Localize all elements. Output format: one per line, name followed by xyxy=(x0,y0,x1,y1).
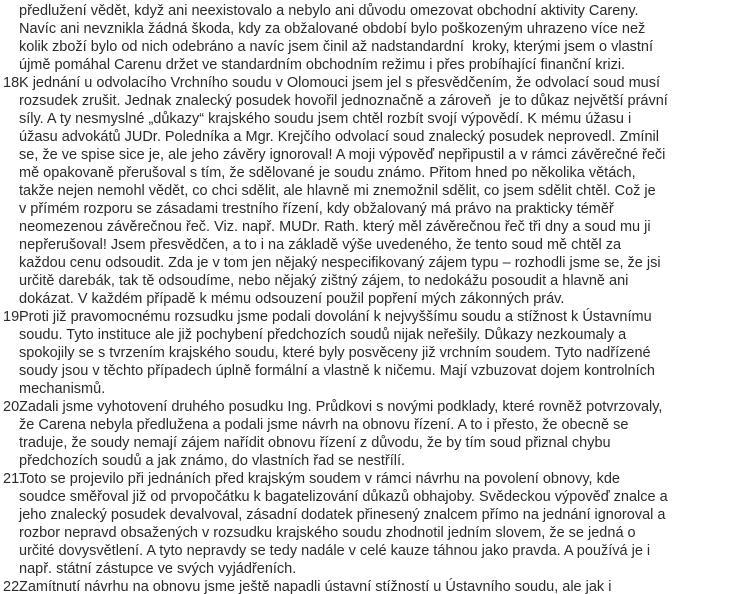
list-item-number: 22. xyxy=(3,579,24,594)
text-line: se, že ve spise sice je, ale jeho závěry ignoroval! A moji výpověď nepřipustil a v rámci závěrečné řeči xyxy=(19,147,666,163)
list-item-number: 21. xyxy=(3,471,24,487)
text-line: soudce směřoval již od prvopočátku k bagatelizování důkazů obhajoby. Svědeckou výpověď znalce a xyxy=(19,489,668,505)
text-line: určité dovysvětlení. A tyto nepravdy se tedy nadále v celé kauze táhnou jako pravda. A používá je i xyxy=(19,543,651,559)
text-line: Proti již pravomocnému rozsudku jsme podali dovolání k nejvyššímu soudu a stížnost k Ústavnímu xyxy=(19,309,652,325)
text-line: dokázat. V každém případě k mému odsouzení použil popření mých zákonných práv. xyxy=(19,291,565,307)
text-line: soudu. Tyto instituce ale již pochybení předchozích soudů nijak neřešily. Důkazy nezkoumaly a xyxy=(19,327,627,343)
text-line: spokojily se s tvrzením krajského soudu, které byly posvěceny již vrchním soudem. Tyto nadřízené xyxy=(19,345,651,361)
list-item xyxy=(0,470,740,578)
text-line: Toto se projevilo při jednáních před krajským soudem v rámci návrhu na povolení obnovy, kde xyxy=(19,471,620,487)
text-line: jeho znalecký posudek devalvoval, zásadní dodatek přinesený znalcem přímo na jednání ignoroval a xyxy=(19,507,666,523)
text-line: předlužení vědět, když ani neexistovalo a nebylo ani důvodu omezovat obchodní aktivity Careny. xyxy=(19,3,639,19)
text-line: soudy jsou v těchto případech úplně formální a vlastně k ničemu. Mají vzbuzovat dojem kontrolních xyxy=(19,363,655,379)
text-line: kolik zboží bylo od nich odebráno a navíc jsem činil až nadstandardní kroky, kterými jsem o vlastní xyxy=(19,39,653,55)
text-line: rozsudek zrušit. Jednak znalecký posudek hovořil jednoznačně a zároveň je to důkaz největší právní xyxy=(19,93,668,109)
paragraph-continuation xyxy=(0,2,740,74)
text-line: nepřerušoval! Jsem přesvědčen, a to i na základě výše uvedeného, že tento soud mě chtěl za xyxy=(19,237,622,253)
text-line: předchozích soudů a jak známo, do vlastních řad se nestřílí. xyxy=(19,453,406,469)
text-line: traduje, že soudy nemají zájem nařídit obnovu řízení z důvodu, že by tím soud přiznal chybu xyxy=(19,435,611,451)
text-line: např. státní zástupce ve svých vyjádřeních. xyxy=(19,561,297,577)
text-line: určitě darebák, tak tě odsoudíme, nebo nějaký zištný zájem, to nedokážu posoudit a hlavně ani xyxy=(19,273,629,289)
list-item xyxy=(0,578,740,594)
text-line: rozbor nepravd obsažených v rozsudku krajského soudu zhodnotil jedním slovem, že se jedná o xyxy=(19,525,636,541)
numbered-list xyxy=(0,74,740,594)
text-line: že Carena nebyla předlužena a podali jsme návrh na obnovu řízení. A to i přesto, že obecně se xyxy=(19,417,629,433)
list-item xyxy=(0,74,740,308)
text-line: Zadali jsme vyhotovení druhého posudku Ing. Průdkovi s novými podklady, které rovněž potvrzovaly, xyxy=(19,399,663,415)
list-item-number: 20. xyxy=(3,399,24,415)
text-line: újmě pomáhal Carenu držet ve standardním obchodním režimu i přes probíhající finanční krizi. xyxy=(19,57,626,73)
list-item xyxy=(0,308,740,398)
list-item xyxy=(0,398,740,470)
text-line: každou cenu odsoudit. Zda je v tom jen nějaký nespecifikovaný zájem typu – rozhodli jsme se, že jsi xyxy=(19,255,661,271)
text-line: neomezenou závěrečnou řeč. Viz. např. MUDr. Rath. který měl závěrečnou řeč tři dny a soud mu ji xyxy=(19,219,651,235)
text-line: Zamítnutí návrhu na obnovu jsme ještě napadli ústavní stížností u Ústavního soudu, ale jak i xyxy=(19,579,612,594)
text-line: v přímém rozporu se zásadami trestního řízení, kdy obžalovaný má právo na prakticky téměř xyxy=(19,201,614,217)
text-line: úžasu advokátů JUDr. Poledníka a Mgr. Krejčího odvolací soud znalecký posudek neprovedl. Zmínil xyxy=(19,129,659,145)
list-item-number: 18. xyxy=(3,75,24,91)
text-line: síly. A ty nesmyslné „důkazy“ krajského soudu jsem chtěl rozbít svojí výpovědí. K mému úžasu i xyxy=(19,111,632,127)
text-line: K jednání u odvolacího Vrchního soudu v Olomouci jsem jel s přesvědčením, že odvolací soud musí xyxy=(19,75,661,91)
text-line: Navíc ani nevznikla žádná škoda, kdy za obžalované období bylo poškozeným uhrazeno více než xyxy=(19,21,646,37)
text-line: takže nejen nemohl vědět, co chci sdělit, ale hlavně mi znemožnil sdělit, co jsem sdělit chtěl. Což je xyxy=(19,183,656,199)
list-item-number: 19. xyxy=(3,309,24,325)
text-line: mě opakovaně přerušoval s tím, že sdělované je soudu známo. Přitom hned po několika větách, xyxy=(19,165,636,181)
text-line: mechanismů. xyxy=(19,381,106,397)
